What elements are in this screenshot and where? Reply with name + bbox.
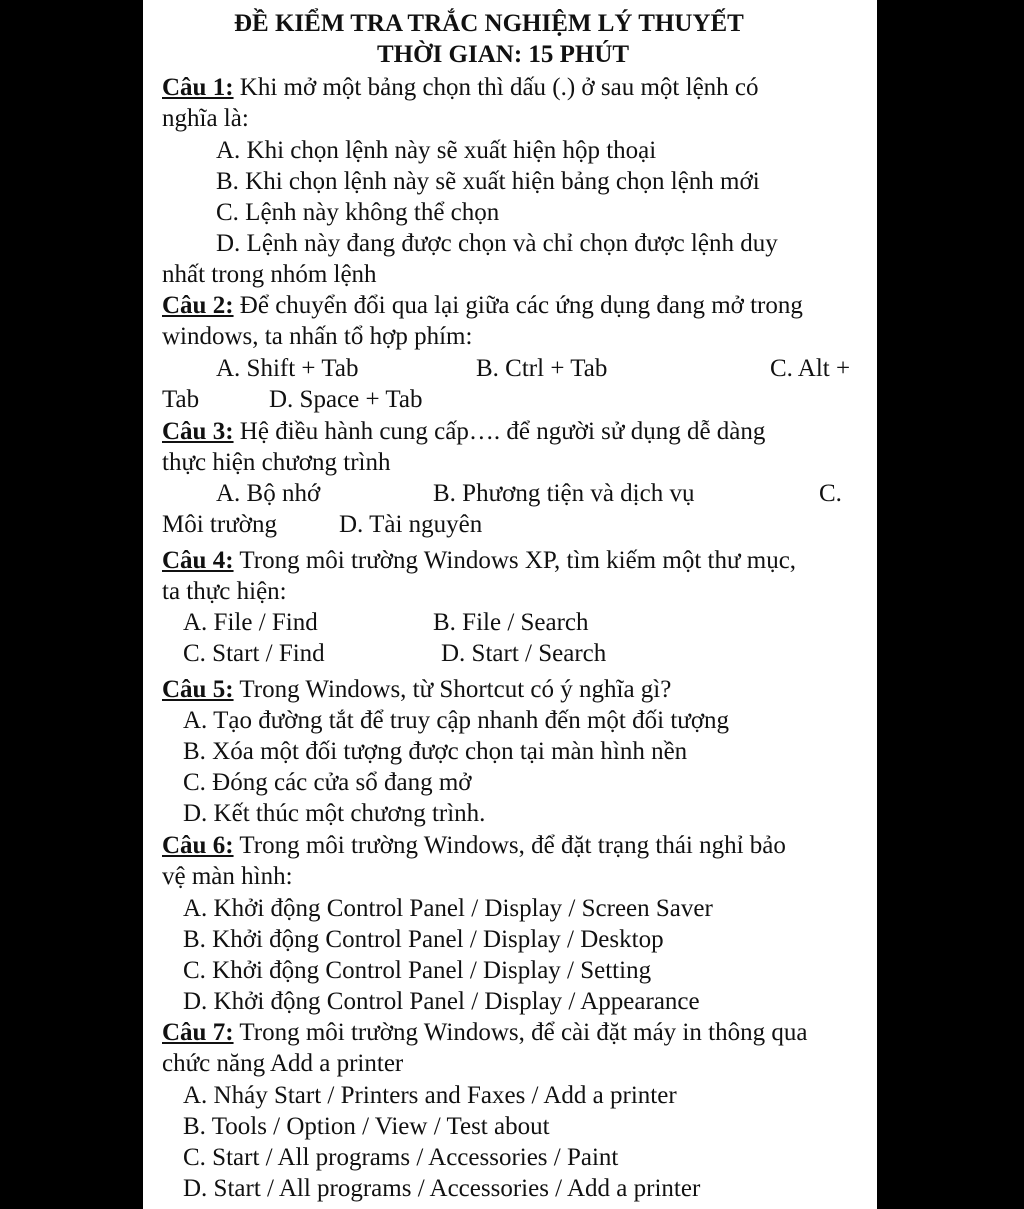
question-3-option-c-cont: Môi trường bbox=[162, 511, 277, 538]
question-2-stem bbox=[162, 290, 803, 321]
question-2-option-c-cont: Tab bbox=[162, 386, 200, 413]
question-3-option-c: C. bbox=[819, 480, 842, 507]
exam-sheet bbox=[143, 0, 877, 1209]
question-text: Hệ điều hành cung cấp…. để người sử dụng dễ dàng bbox=[233, 418, 766, 445]
question-7-stem bbox=[162, 1017, 807, 1048]
question-3-stem bbox=[162, 416, 765, 447]
question-2-option-c: C. Alt + bbox=[770, 355, 851, 382]
question-number: Câu 3: bbox=[162, 418, 234, 445]
question-6-option-a: A. Khởi động Control Panel / Display / Screen Saver bbox=[183, 895, 713, 922]
question-4-option-a: A. File / Find bbox=[183, 609, 318, 636]
question-text: Khi mở một bảng chọn thì dấu (.) ở sau một lệnh có bbox=[233, 74, 759, 101]
question-1-stem bbox=[162, 72, 759, 103]
question-1-option-d: D. Lệnh này đang được chọn và chỉ chọn được lệnh duy bbox=[216, 230, 778, 257]
question-6-option-c: C. Khởi động Control Panel / Display / Setting bbox=[183, 957, 652, 984]
question-7-option-b: B. Tools / Option / View / Test about bbox=[183, 1113, 550, 1140]
question-number: Câu 4: bbox=[162, 547, 234, 574]
question-text: Để chuyển đổi qua lại giữa các ứng dụng đang mở trong bbox=[233, 292, 803, 319]
page-title: ĐỀ KIỂM TRA TRẮC NGHIỆM LÝ THUYẾT bbox=[234, 10, 744, 37]
question-2-option-a: A. Shift + Tab bbox=[216, 355, 359, 382]
question-2-stem-cont: windows, ta nhấn tổ hợp phím: bbox=[162, 323, 473, 350]
question-3-stem-cont: thực hiện chương trình bbox=[162, 449, 391, 476]
question-3-option-b: B. Phương tiện và dịch vụ bbox=[433, 480, 695, 507]
question-1-option-c: C. Lệnh này không thể chọn bbox=[216, 199, 500, 226]
question-text: Trong môi trường Windows, để đặt trạng thái nghỉ bảo bbox=[233, 832, 786, 859]
question-2-option-b: B. Ctrl + Tab bbox=[476, 355, 608, 382]
question-number: Câu 2: bbox=[162, 292, 234, 319]
question-7-stem-cont: chức năng Add a printer bbox=[162, 1050, 404, 1077]
question-number: Câu 1: bbox=[162, 74, 234, 101]
question-5-stem bbox=[162, 674, 671, 705]
question-7-option-a: A. Nháy Start / Printers and Faxes / Add a printer bbox=[183, 1082, 677, 1109]
question-6-option-b: B. Khởi động Control Panel / Display / Desktop bbox=[183, 926, 664, 953]
question-number: Câu 7: bbox=[162, 1019, 234, 1046]
question-4-stem bbox=[162, 545, 796, 576]
page-subtitle: THỜI GIAN: 15 PHÚT bbox=[377, 41, 630, 68]
question-5-option-c: C. Đóng các cửa sổ đang mở bbox=[183, 769, 472, 796]
question-1-stem-cont: nghĩa là: bbox=[162, 105, 249, 132]
question-3-option-d: D. Tài nguyên bbox=[339, 511, 483, 538]
question-6-stem-cont: vệ màn hình: bbox=[162, 863, 293, 890]
question-4-stem-cont: ta thực hiện: bbox=[162, 578, 287, 605]
question-4-option-d: D. Start / Search bbox=[441, 640, 607, 667]
question-number: Câu 5: bbox=[162, 676, 234, 703]
question-1-option-d-cont: nhất trong nhóm lệnh bbox=[162, 261, 377, 288]
question-1-option-b: B. Khi chọn lệnh này sẽ xuất hiện bảng chọn lệnh mới bbox=[216, 168, 760, 195]
question-7-option-c: C. Start / All programs / Accessories / Paint bbox=[183, 1144, 619, 1171]
question-text: Trong môi trường Windows, để cài đặt máy in thông qua bbox=[233, 1019, 808, 1046]
question-1-option-a: A. Khi chọn lệnh này sẽ xuất hiện hộp thoại bbox=[216, 137, 657, 164]
question-4-option-b: B. File / Search bbox=[433, 609, 589, 636]
question-5-option-d: D. Kết thúc một chương trình. bbox=[183, 800, 486, 827]
question-3-option-a: A. Bộ nhớ bbox=[216, 480, 321, 507]
question-number: Câu 6: bbox=[162, 832, 234, 859]
question-6-stem bbox=[162, 830, 786, 861]
question-text: Trong Windows, từ Shortcut có ý nghĩa gì? bbox=[233, 676, 672, 703]
question-4-option-c: C. Start / Find bbox=[183, 640, 325, 667]
question-6-option-d: D. Khởi động Control Panel / Display / Appearance bbox=[183, 988, 700, 1015]
question-5-option-a: A. Tạo đường tắt để truy cập nhanh đến một đối tượng bbox=[183, 707, 730, 734]
question-7-option-d: D. Start / All programs / Accessories / Add a printer bbox=[183, 1175, 701, 1202]
question-2-option-d: D. Space + Tab bbox=[269, 386, 423, 413]
question-text: Trong môi trường Windows XP, tìm kiếm một thư mục, bbox=[233, 547, 797, 574]
question-5-option-b: B. Xóa một đối tượng được chọn tại màn hình nền bbox=[183, 738, 688, 765]
